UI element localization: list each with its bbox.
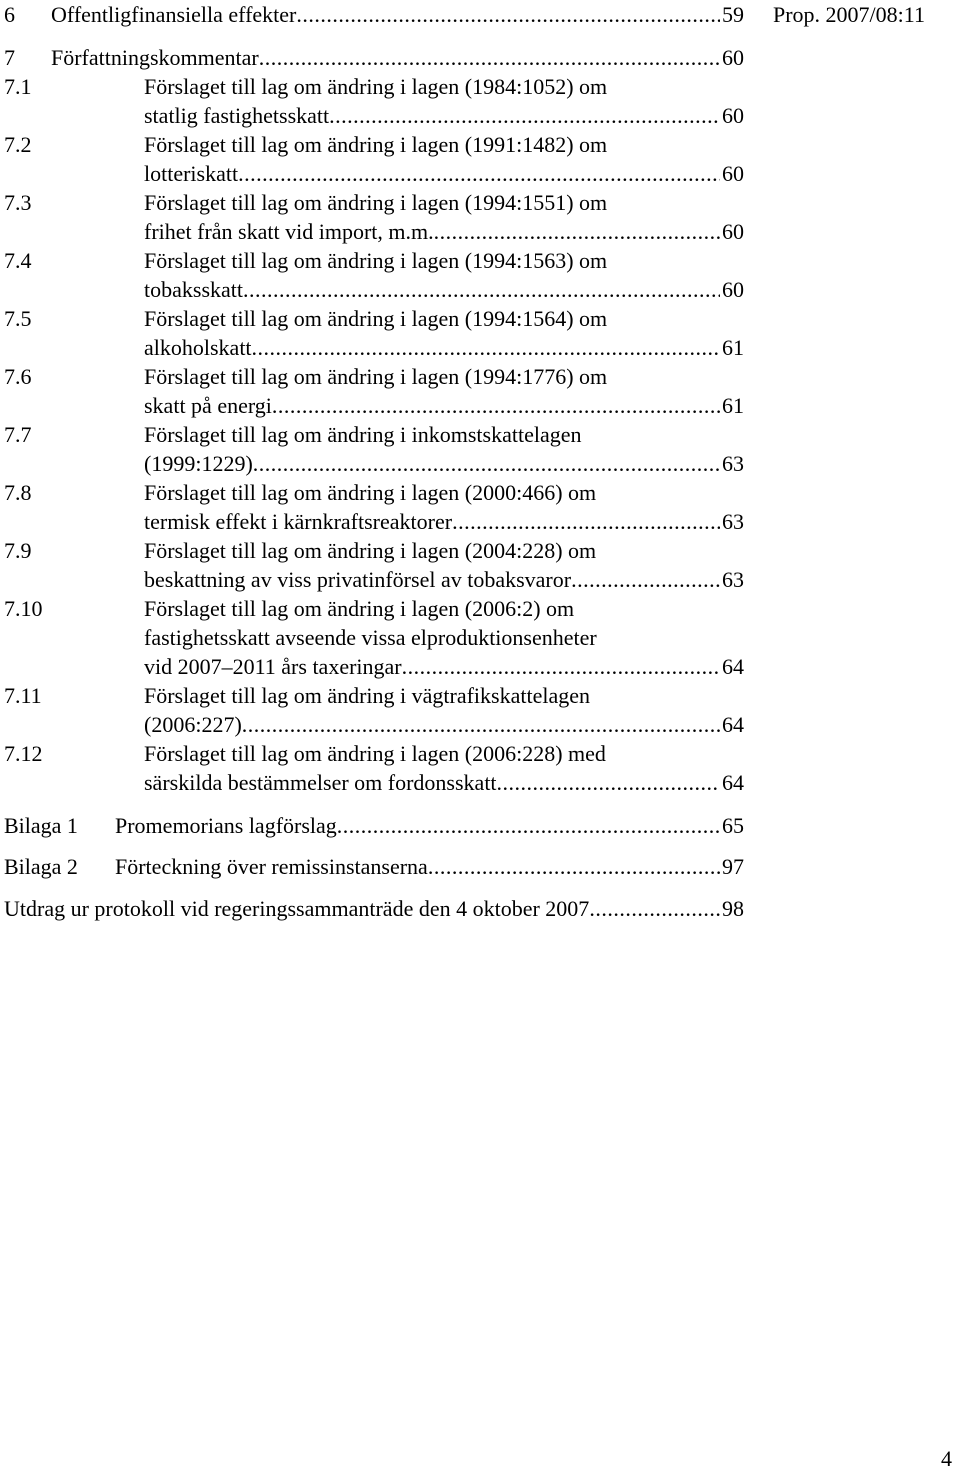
toc-title-text: Utdrag ur protokoll vid regeringssammanträde den 4 oktober 2007 (4, 896, 590, 921)
dot-leader (242, 710, 720, 739)
toc-entry-title (4, 894, 744, 923)
toc-page-number: 61 (722, 335, 744, 360)
toc-title-line: Förslaget till lag om ändring i vägtrafikskattelagen (144, 683, 590, 708)
dot-leader (296, 0, 720, 29)
toc-entry-number: Bilaga 2 (4, 854, 78, 879)
toc-entry-title (144, 420, 744, 478)
toc-page-number: 98 (722, 896, 744, 921)
toc-title-line (144, 275, 744, 304)
page-number: 4 (941, 1446, 952, 1471)
toc-entry-title (144, 130, 744, 188)
dot-leader (252, 333, 720, 362)
toc-title-line (51, 0, 744, 29)
toc-entry[interactable] (0, 739, 744, 797)
toc-title-line: Förslaget till lag om ändring i lagen (2006:2) om (144, 596, 575, 621)
toc-entry-title (144, 478, 744, 536)
toc-title-line (144, 101, 744, 130)
toc-title-line (144, 710, 744, 739)
dot-leader (589, 894, 720, 923)
toc-entry-number: Bilaga 1 (4, 813, 78, 838)
toc-entry-number: 6 (4, 2, 15, 27)
toc-title-text: alkoholskatt (144, 335, 252, 360)
toc-entry-number: 7.9 (4, 538, 32, 563)
dot-leader (259, 43, 720, 72)
toc-entry-number: 7.11 (4, 683, 42, 708)
dot-leader (434, 217, 720, 246)
toc-title-text: vid 2007–2011 års taxeringar (144, 654, 402, 679)
dot-leader (497, 768, 720, 797)
toc-page-number: 97 (722, 854, 744, 879)
toc-title-line: Förslaget till lag om ändring i inkomstskattelagen (144, 422, 582, 447)
toc-entry-number: 7.8 (4, 480, 32, 505)
toc-page-number: 64 (722, 712, 744, 737)
toc-title-line: Förslaget till lag om ändring i lagen (2006:228) med (144, 741, 606, 766)
toc-entry[interactable] (0, 72, 744, 130)
toc-entry-number: 7.7 (4, 422, 32, 447)
toc-title-line (144, 217, 744, 246)
toc-title-text: (2006:227) (144, 712, 242, 737)
toc-entry-title (144, 536, 744, 594)
toc-title-line: Förslaget till lag om ändring i lagen (2000:466) om (144, 480, 597, 505)
toc-title-line: Förslaget till lag om ändring i lagen (1994:1563) om (144, 248, 608, 273)
toc-entry-title (144, 681, 744, 739)
toc-page-number: 60 (722, 219, 744, 244)
toc-title-text: termisk effekt i kärnkraftsreaktorer (144, 509, 453, 534)
toc-entry-title (115, 852, 744, 881)
toc-title-line: Förslaget till lag om ändring i lagen (1991:1482) om (144, 132, 608, 157)
dot-leader (452, 507, 720, 536)
toc-entry-number: 7.4 (4, 248, 32, 273)
dot-leader (571, 565, 720, 594)
toc-entry-number: 7.3 (4, 190, 32, 215)
toc-title-line (144, 333, 744, 362)
toc-page-number: 59 (722, 2, 744, 27)
toc-title-text: Förteckning över remissinstanserna (115, 854, 428, 879)
toc-title-line (144, 507, 744, 536)
dot-leader (253, 449, 720, 478)
toc-title-line: Förslaget till lag om ändring i lagen (2004:228) om (144, 538, 597, 563)
toc-title-line (144, 449, 744, 478)
dot-leader (243, 275, 720, 304)
dot-leader (329, 101, 720, 130)
dot-leader (428, 852, 720, 881)
toc-entry[interactable] (0, 43, 744, 72)
toc-title-text: lotteriskatt (144, 161, 239, 186)
toc-entry[interactable] (0, 362, 744, 420)
toc-entry-number: 7.12 (4, 741, 43, 766)
toc-title-text: frihet från skatt vid import, m.m. (144, 219, 434, 244)
toc-title-text: (1999:1229) (144, 451, 253, 476)
toc-title-line (144, 159, 744, 188)
toc-title-text: beskattning av viss privatinförsel av tobaksvaror (144, 567, 572, 592)
toc-title-line (144, 565, 744, 594)
toc-entry-number: 7.5 (4, 306, 32, 331)
dot-leader (238, 159, 720, 188)
toc-entry-title (144, 739, 744, 797)
proposition-label: Prop. 2007/08:11 (773, 2, 925, 27)
toc-entry-title (51, 0, 744, 29)
toc-entry-title (144, 72, 744, 130)
toc-entry-title (144, 188, 744, 246)
toc-entry[interactable] (0, 536, 744, 594)
toc-title-text: särskilda bestämmelser om fordonsskatt (144, 770, 497, 795)
toc-page-number: 60 (722, 161, 744, 186)
toc-title-line: Förslaget till lag om ändring i lagen (1994:1551) om (144, 190, 608, 215)
toc-page-number: 63 (722, 451, 744, 476)
toc-entry-title (144, 304, 744, 362)
toc-title-line (115, 852, 744, 881)
toc-title-line: Förslaget till lag om ändring i lagen (1984:1052) om (144, 74, 608, 99)
toc-entry-title (144, 246, 744, 304)
toc-entry[interactable] (0, 420, 744, 478)
toc-entry[interactable] (0, 246, 744, 304)
toc-page-number: 64 (722, 654, 744, 679)
toc-title-line: fastighetsskatt avseende vissa elproduktionsenheter (144, 625, 597, 650)
dot-leader (272, 391, 720, 420)
toc-title-line (4, 894, 744, 923)
toc-title-line (144, 652, 744, 681)
toc-page-number: 60 (722, 103, 744, 128)
toc-page-number: 64 (722, 770, 744, 795)
toc-entry-title (51, 43, 744, 72)
toc-title-line (115, 811, 744, 840)
toc-title-text: Författningskommentar (51, 45, 259, 70)
toc-entry[interactable] (0, 811, 744, 840)
toc-entry-title (115, 811, 744, 840)
toc-entry-number: 7.2 (4, 132, 32, 157)
toc-page-number: 63 (722, 567, 744, 592)
toc-entry[interactable] (0, 594, 744, 681)
dot-leader (337, 811, 720, 840)
toc-page-number: 63 (722, 509, 744, 534)
toc-entry[interactable] (0, 681, 744, 739)
toc-page-number: 61 (722, 393, 744, 418)
toc-title-text: statlig fastighetsskatt (144, 103, 330, 128)
toc-entry[interactable] (0, 0, 744, 29)
toc-title-line (51, 43, 744, 72)
toc-title-text: Offentligfinansiella effekter (51, 2, 297, 27)
toc-entry-number: 7.1 (4, 74, 32, 99)
toc-title-text: Promemorians lagförslag (115, 813, 337, 838)
toc-title-line (144, 768, 744, 797)
toc-page-number: 60 (722, 277, 744, 302)
toc-entry[interactable] (0, 304, 744, 362)
toc-title-text: tobaksskatt (144, 277, 243, 302)
toc-entry[interactable] (0, 130, 744, 188)
toc-entry[interactable] (0, 478, 744, 536)
toc-entry-title (144, 594, 744, 681)
toc-page-number: 60 (722, 45, 744, 70)
dot-leader (402, 652, 720, 681)
toc-entry[interactable] (0, 852, 744, 881)
toc-title-text: skatt på energi (144, 393, 272, 418)
toc-title-line: Förslaget till lag om ändring i lagen (1994:1564) om (144, 306, 608, 331)
toc-entry[interactable] (0, 894, 744, 923)
toc-title-line (144, 391, 744, 420)
toc-entry-title (144, 362, 744, 420)
toc-title-line: Förslaget till lag om ändring i lagen (1994:1776) om (144, 364, 608, 389)
toc-page-number: 65 (722, 813, 744, 838)
toc-entry-number: 7.10 (4, 596, 43, 621)
toc-entry[interactable] (0, 188, 744, 246)
toc-entry-number: 7 (4, 45, 15, 70)
toc-entry-number: 7.6 (4, 364, 32, 389)
